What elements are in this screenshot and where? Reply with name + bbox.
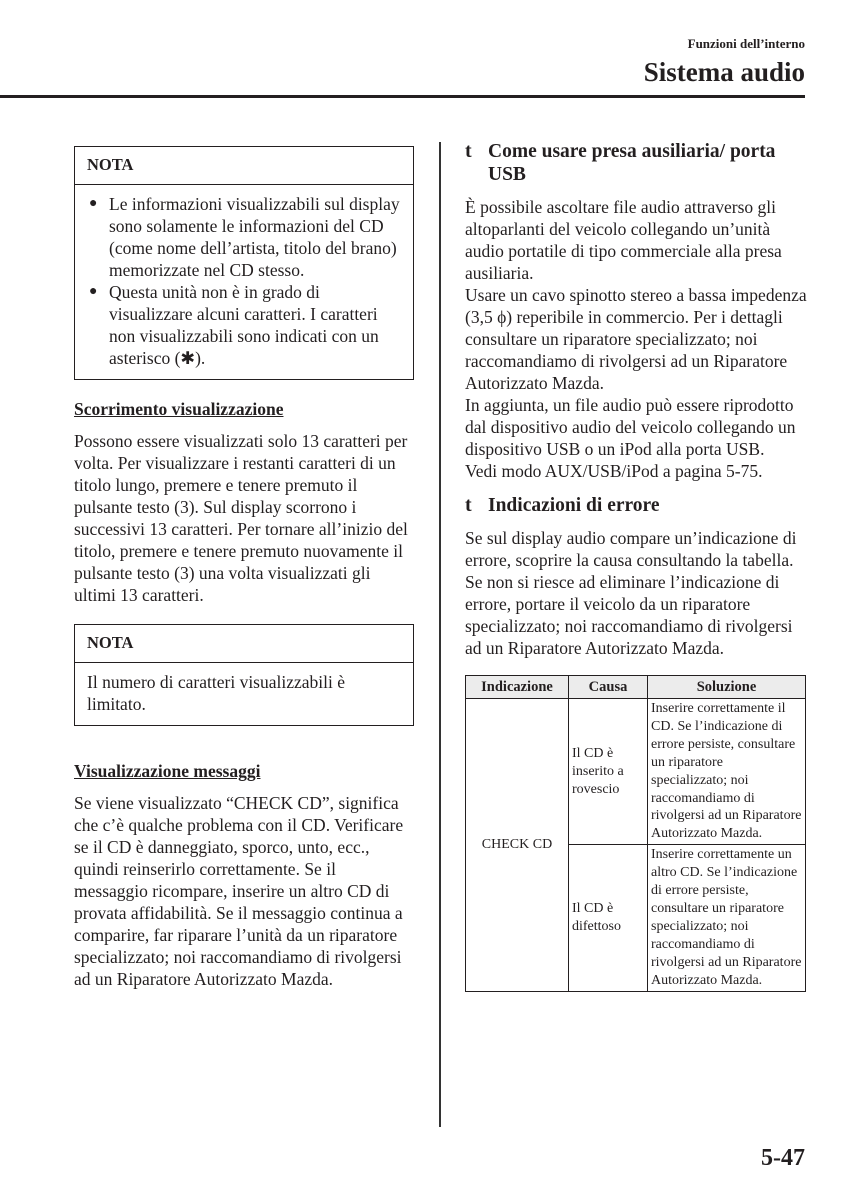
nota-body [75,185,413,379]
bullet-icon: ● [89,196,98,211]
nota-box-2 [74,624,414,726]
cause-cell: Il CD è inserito a rovescio [569,699,648,845]
header-rule [0,95,805,98]
chapter-title: Sistema audio [643,57,805,87]
header-causa: Causa [569,676,648,699]
messages-text: Se viene visualizzato “CHECK CD”, significa che c’è qualche problema con il CD. Verificare se il CD è danneggiato, sporco, unto, ecc., quindi reinserirlo correttamente. Se il messaggio ricompare, inserire un altro CD di provata affidabilità. Se il messaggio continua a comparire, far riparare l’unità da un riparatore specializzato; noi raccomandiamo di rivolgersi ad un Riparatore Autorizzato Mazda. [74,793,404,989]
section-marker-icon: t [465,494,472,516]
column-divider [439,142,441,1127]
error-text: Se sul display audio compare un’indicazione di errore, scoprire la causa consultando la tabella. Se non si riesce ad eliminare l’indicazione di errore, portare il veicolo da un riparatore specializzato; noi raccomandiamo di rivolgersi ad un Riparatore Autorizzato Mazda. [465,528,797,658]
error-section-heading [465,494,807,517]
nota-body [75,663,413,725]
aux-heading-text: Come usare presa ausiliaria/ porta USB [488,141,776,185]
nota-text: Il numero di caratteri visualizzabili è limitato. [87,672,346,714]
right-column [465,140,807,992]
nota-item-text: Questa unità non è in grado di visualizzare alcuni caratteri. I caratteri non visualizzabili sono indicati con un asterisco (✱). [109,282,379,368]
aux-paragraph: È possibile ascoltare file audio attraverso gli altoparlanti del veicolo collegando un’unità audio portatile di tipo commerciale alla presa ausiliaria. [465,197,782,283]
error-table [465,675,806,992]
section-label: Funzioni dell’interno [687,36,805,51]
scroll-text: Possono essere visualizzati solo 13 caratteri per volta. Per visualizzare i restanti caratteri di un titolo lungo, premere e tenere premuto il pulsante testo (3). Sul display scorrono i successivi 13 caratteri. Per tornare all’inizio del titolo, premere e tenere premuto nuovamente il pulsante testo (3) una volta visualizzati gli ultimi 13 caratteri. [74,431,408,605]
nota-title: NOTA [75,625,413,663]
header-soluzione: Soluzione [648,676,806,699]
table-header-row [466,676,806,699]
nota-list-item [87,193,401,281]
cause-cell: Il CD è difettoso [569,845,648,991]
aux-paragraph: In aggiunta, un file audio può essere riprodotto dal dispositivo audio del veicolo collegando un dispositivo USB o un iPod alla porta USB. [465,395,796,459]
solution-cell: Inserire correttamente un altro CD. Se l’indicazione di errore persiste, consultare un riparatore specializzato; noi raccomandiamo di rivolgersi ad un Riparatore Autorizzato Mazda. [648,845,806,991]
page-number: 5-47 [761,1145,805,1171]
header-indicazione: Indicazione [466,676,569,699]
aux-page-reference: Vedi modo AUX/USB/iPod a pagina 5-75. [465,461,763,481]
page-header [644,36,805,88]
nota-box-1 [74,146,414,380]
nota-title: NOTA [75,147,413,185]
error-heading-text: Indicazioni di errore [488,495,660,516]
aux-section-heading [465,140,807,186]
messages-heading: Visualizzazione messaggi [74,761,261,781]
scroll-heading: Scorrimento visualizzazione [74,399,284,419]
nota-list [87,193,401,369]
section-marker-icon: t [465,140,472,162]
nota-list-item [87,281,401,369]
bullet-icon: ● [89,284,98,299]
table-row [466,699,806,845]
nota-item-text: Le informazioni visualizzabili sul display sono solamente le informazioni del CD (come nome dell’artista, titolo del brano) memorizzate nel CD stesso. [109,194,400,280]
aux-paragraph: Usare un cavo spinotto stereo a bassa impedenza (3,5 ϕ) reperibile in commercio. Per i dettagli consultare un riparatore specializzato; noi raccomandiamo di rivolgersi ad un Riparatore Autorizzato Mazda. [465,285,807,393]
left-column [74,146,414,990]
indication-cell: CHECK CD [466,699,569,992]
solution-cell: Inserire correttamente il CD. Se l’indicazione di errore persiste, consultare un riparatore specializzato; noi raccomandiamo di rivolgersi ad un Riparatore Autorizzato Mazda. [648,699,806,845]
